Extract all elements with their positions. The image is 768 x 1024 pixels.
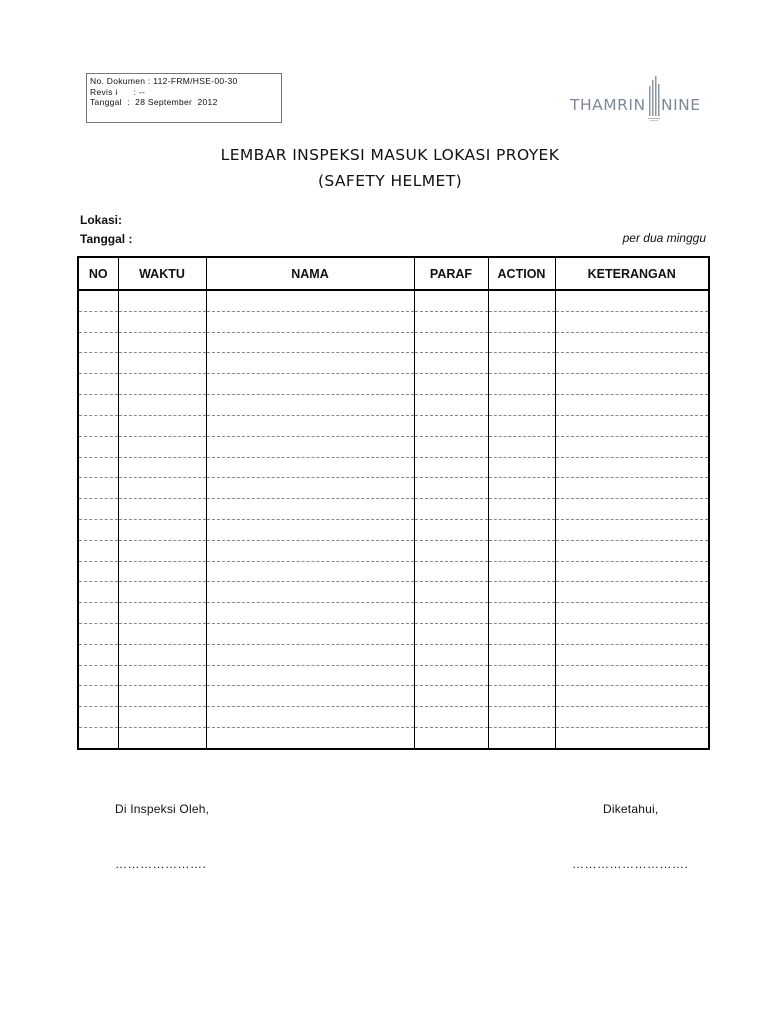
document-number: No. Dokumen : 112-FRM/HSE-00-30: [90, 76, 238, 86]
table-row: [78, 665, 709, 686]
empty-cell[interactable]: [488, 686, 555, 707]
empty-cell[interactable]: [118, 332, 206, 353]
empty-cell[interactable]: [555, 728, 709, 749]
empty-cell[interactable]: [118, 686, 206, 707]
column-header-no: NO: [78, 257, 118, 290]
empty-cell[interactable]: [78, 436, 118, 457]
tanggal-label: Tanggal :: [80, 232, 133, 246]
empty-cell[interactable]: [555, 644, 709, 665]
empty-cell[interactable]: [488, 499, 555, 520]
empty-cell[interactable]: [78, 686, 118, 707]
empty-cell[interactable]: [555, 707, 709, 728]
empty-cell[interactable]: [414, 290, 488, 311]
empty-cell[interactable]: [555, 436, 709, 457]
empty-cell[interactable]: [555, 332, 709, 353]
empty-cell[interactable]: [206, 728, 414, 749]
empty-cell[interactable]: [488, 457, 555, 478]
empty-cell[interactable]: [206, 290, 414, 311]
empty-cell[interactable]: [118, 540, 206, 561]
empty-cell[interactable]: [118, 353, 206, 374]
empty-cell[interactable]: [118, 499, 206, 520]
empty-cell[interactable]: [414, 707, 488, 728]
empty-cell[interactable]: [78, 290, 118, 311]
empty-cell[interactable]: [206, 374, 414, 395]
empty-cell[interactable]: [555, 519, 709, 540]
empty-cell[interactable]: [488, 353, 555, 374]
empty-cell[interactable]: [414, 395, 488, 416]
empty-cell[interactable]: [488, 311, 555, 332]
logo-building-icon: [648, 76, 660, 122]
empty-cell[interactable]: [555, 499, 709, 520]
table-row: [78, 624, 709, 645]
empty-cell[interactable]: [488, 415, 555, 436]
empty-cell[interactable]: [414, 457, 488, 478]
form-title: LEMBAR INSPEKSI MASUK LOKASI PROYEK: [220, 146, 560, 164]
empty-cell[interactable]: [78, 457, 118, 478]
table-row: [78, 540, 709, 561]
empty-cell[interactable]: [78, 624, 118, 645]
table-row: [78, 561, 709, 582]
empty-cell[interactable]: [488, 665, 555, 686]
empty-cell[interactable]: [78, 353, 118, 374]
empty-cell[interactable]: [414, 374, 488, 395]
approver-signature-line: ……………………….: [572, 857, 689, 871]
empty-cell[interactable]: [414, 582, 488, 603]
empty-cell[interactable]: [414, 332, 488, 353]
empty-cell[interactable]: [206, 665, 414, 686]
table-row: [78, 707, 709, 728]
empty-cell[interactable]: [414, 665, 488, 686]
table-row: [78, 374, 709, 395]
empty-cell[interactable]: [118, 561, 206, 582]
empty-cell[interactable]: [206, 436, 414, 457]
empty-cell[interactable]: [414, 603, 488, 624]
empty-cell[interactable]: [488, 624, 555, 645]
empty-cell[interactable]: [78, 311, 118, 332]
empty-cell[interactable]: [414, 519, 488, 540]
empty-cell[interactable]: [555, 561, 709, 582]
empty-cell[interactable]: [206, 707, 414, 728]
empty-cell[interactable]: [488, 290, 555, 311]
empty-cell[interactable]: [78, 478, 118, 499]
logo-text-right: NINE: [661, 96, 701, 114]
table-row: [78, 603, 709, 624]
column-header-nama: NAMA: [206, 257, 414, 290]
empty-cell[interactable]: [555, 686, 709, 707]
table-body: [78, 290, 709, 749]
empty-cell[interactable]: [78, 665, 118, 686]
empty-cell[interactable]: [78, 603, 118, 624]
table-row: [78, 395, 709, 416]
empty-cell[interactable]: [206, 353, 414, 374]
empty-cell[interactable]: [488, 603, 555, 624]
empty-cell[interactable]: [78, 374, 118, 395]
empty-cell[interactable]: [78, 540, 118, 561]
table-row: [78, 332, 709, 353]
table-row: [78, 311, 709, 332]
logo-text-left: THAMRIN: [570, 96, 646, 114]
empty-cell[interactable]: [78, 332, 118, 353]
inspected-by-label: Di Inspeksi Oleh,: [115, 802, 210, 816]
empty-cell[interactable]: [414, 686, 488, 707]
empty-cell[interactable]: [206, 686, 414, 707]
empty-cell[interactable]: [555, 603, 709, 624]
empty-cell[interactable]: [488, 332, 555, 353]
thamrin-nine-logo: [570, 76, 710, 122]
empty-cell[interactable]: [78, 644, 118, 665]
empty-cell[interactable]: [118, 582, 206, 603]
empty-cell[interactable]: [414, 728, 488, 749]
empty-cell[interactable]: [414, 624, 488, 645]
empty-cell[interactable]: [414, 540, 488, 561]
empty-cell[interactable]: [488, 644, 555, 665]
table-row: [78, 290, 709, 311]
empty-cell[interactable]: [78, 499, 118, 520]
lokasi-label: Lokasi:: [80, 213, 123, 227]
empty-cell[interactable]: [206, 415, 414, 436]
empty-cell[interactable]: [488, 707, 555, 728]
empty-cell[interactable]: [206, 332, 414, 353]
inspection-table: [77, 256, 710, 750]
empty-cell[interactable]: [488, 561, 555, 582]
acknowledged-label: Diketahui,: [603, 802, 659, 816]
empty-cell[interactable]: [206, 311, 414, 332]
empty-cell[interactable]: [555, 311, 709, 332]
empty-cell[interactable]: [78, 561, 118, 582]
empty-cell[interactable]: [118, 624, 206, 645]
empty-cell[interactable]: [118, 436, 206, 457]
empty-cell[interactable]: [206, 561, 414, 582]
column-header-action: ACTION: [488, 257, 555, 290]
frequency-note: per dua minggu: [622, 231, 706, 245]
empty-cell[interactable]: [555, 478, 709, 499]
empty-cell[interactable]: [414, 561, 488, 582]
empty-cell[interactable]: [118, 707, 206, 728]
empty-cell[interactable]: [414, 415, 488, 436]
table-row: [78, 353, 709, 374]
empty-cell[interactable]: [488, 436, 555, 457]
column-header-paraf: PARAF: [414, 257, 488, 290]
empty-cell[interactable]: [118, 644, 206, 665]
empty-cell[interactable]: [555, 395, 709, 416]
empty-cell[interactable]: [118, 665, 206, 686]
empty-cell[interactable]: [118, 415, 206, 436]
empty-cell[interactable]: [206, 644, 414, 665]
table-row: [78, 519, 709, 540]
empty-cell[interactable]: [78, 582, 118, 603]
empty-cell[interactable]: [78, 519, 118, 540]
column-header-keterangan: KETERANGAN: [555, 257, 709, 290]
empty-cell[interactable]: [488, 478, 555, 499]
empty-cell[interactable]: [118, 311, 206, 332]
empty-cell[interactable]: [488, 582, 555, 603]
empty-cell[interactable]: [206, 582, 414, 603]
table-row: [78, 436, 709, 457]
empty-cell[interactable]: [118, 519, 206, 540]
empty-cell[interactable]: [206, 519, 414, 540]
empty-cell[interactable]: [78, 728, 118, 749]
empty-cell[interactable]: [555, 415, 709, 436]
empty-cell[interactable]: [414, 478, 488, 499]
empty-cell[interactable]: [488, 395, 555, 416]
empty-cell[interactable]: [555, 457, 709, 478]
empty-cell[interactable]: [555, 665, 709, 686]
empty-cell[interactable]: [414, 353, 488, 374]
empty-cell[interactable]: [555, 290, 709, 311]
empty-cell[interactable]: [118, 603, 206, 624]
table-row: [78, 415, 709, 436]
empty-cell[interactable]: [206, 603, 414, 624]
empty-cell[interactable]: [78, 395, 118, 416]
empty-cell[interactable]: [488, 519, 555, 540]
empty-cell[interactable]: [555, 624, 709, 645]
empty-cell[interactable]: [206, 624, 414, 645]
empty-cell[interactable]: [78, 707, 118, 728]
empty-cell[interactable]: [118, 728, 206, 749]
table-row: [78, 728, 709, 749]
empty-cell[interactable]: [555, 374, 709, 395]
empty-cell[interactable]: [118, 457, 206, 478]
empty-cell[interactable]: [206, 395, 414, 416]
table-row: [78, 582, 709, 603]
empty-cell[interactable]: [414, 644, 488, 665]
empty-cell[interactable]: [555, 582, 709, 603]
empty-cell[interactable]: [555, 540, 709, 561]
empty-cell[interactable]: [118, 290, 206, 311]
empty-cell[interactable]: [488, 374, 555, 395]
revision: Revis i : --: [90, 86, 146, 97]
empty-cell[interactable]: [118, 395, 206, 416]
empty-cell[interactable]: [488, 540, 555, 561]
empty-cell[interactable]: [414, 436, 488, 457]
empty-cell[interactable]: [488, 728, 555, 749]
empty-cell[interactable]: [206, 499, 414, 520]
inspector-signature-line: ………………….: [115, 857, 207, 871]
empty-cell[interactable]: [206, 540, 414, 561]
table-row: [78, 686, 709, 707]
empty-cell[interactable]: [414, 499, 488, 520]
column-header-waktu: WAKTU: [118, 257, 206, 290]
empty-cell[interactable]: [414, 311, 488, 332]
empty-cell[interactable]: [118, 478, 206, 499]
document-info-box: [86, 73, 282, 123]
document-date: Tanggal : 28 September 2012: [90, 97, 218, 107]
empty-cell[interactable]: [206, 457, 414, 478]
table-row: [78, 457, 709, 478]
table-row: [78, 478, 709, 499]
table-row: [78, 499, 709, 520]
table-row: [78, 644, 709, 665]
empty-cell[interactable]: [78, 415, 118, 436]
empty-cell[interactable]: [206, 478, 414, 499]
empty-cell[interactable]: [118, 374, 206, 395]
table-header-row: [78, 257, 709, 290]
empty-cell[interactable]: [555, 353, 709, 374]
form-subtitle: (SAFETY HELMET): [317, 172, 463, 190]
